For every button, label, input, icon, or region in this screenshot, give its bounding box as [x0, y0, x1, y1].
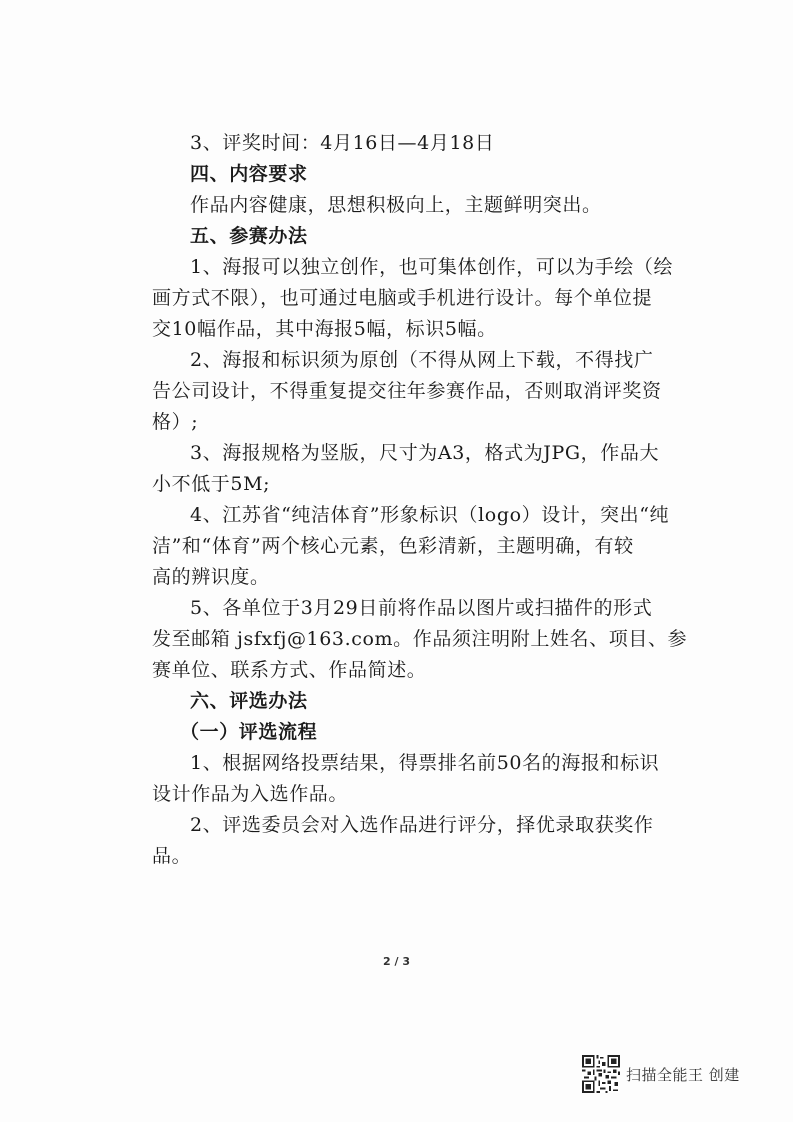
content-requirements-text: 作品内容健康，思想积极向上，主题鲜明突出。: [190, 194, 602, 216]
section-heading-participation: 五、参赛办法: [190, 225, 308, 247]
participation-item-2-line-3: 格）;: [152, 411, 199, 433]
participation-item-4-line-1: 4、江苏省“纯洁体育”形象标识（logo）设计，突出“纯: [190, 504, 670, 526]
participation-item-1-line-2: 画方式不限），也可通过电脑或手机进行设计。每个单位提: [152, 287, 653, 309]
participation-item-2-line-2: 告公司设计，不得重复提交往年参赛作品，否则取消评奖资: [152, 380, 662, 402]
watermark-text: 扫描全能王 创建: [626, 1065, 740, 1084]
participation-item-5-line-2: 发至邮箱 jsfxfj@163.com。作品须注明附上姓名、项目、参: [152, 628, 688, 650]
selection-item-1-line-2: 设计作品为入选作品。: [152, 783, 349, 805]
page-number: 2 / 3: [383, 955, 410, 968]
subsection-heading-selection-process: （一）评选流程: [180, 721, 318, 743]
participation-item-3-line-2: 小不低于5M;: [152, 473, 271, 495]
participation-item-5-line-1: 5、各单位于3月29日前将作品以图片或扫描件的形式: [190, 597, 653, 619]
selection-item-2-line-1: 2、评选委员会对入选作品进行评分，择优录取获奖作: [190, 814, 654, 836]
document-body: [152, 128, 688, 872]
participation-item-5-line-3: 赛单位、联系方式、作品简述。: [152, 659, 427, 681]
award-time-line: 3、评奖时间：4月16日—4月18日: [190, 132, 495, 154]
section-heading-selection: 六、评选办法: [190, 690, 308, 712]
selection-item-2-line-2: 品。: [152, 845, 192, 867]
participation-item-1-line-1: 1、海报可以独立创作，也可集体创作，可以为手绘（绘: [190, 256, 674, 278]
participation-item-2-line-1: 2、海报和标识须为原创（不得从网上下载，不得找广: [190, 349, 654, 371]
scanner-watermark: [582, 1052, 740, 1096]
participation-item-3-line-1: 3、海报规格为竖版，尺寸为A3，格式为JPG，作品大: [190, 442, 660, 464]
participation-item-4-line-2: 洁”和“体育”两个核心元素，色彩清新，主题明确，有较: [152, 535, 634, 557]
qr-code-icon: [582, 1055, 620, 1093]
participation-item-4-line-3: 高的辨识度。: [152, 566, 270, 588]
selection-item-1-line-1: 1、根据网络投票结果，得票排名前50名的海报和标识: [190, 752, 660, 774]
participation-item-1-line-3: 交10幅作品，其中海报5幅，标识5幅。: [152, 318, 497, 340]
section-heading-content-requirements: 四、内容要求: [190, 163, 308, 185]
